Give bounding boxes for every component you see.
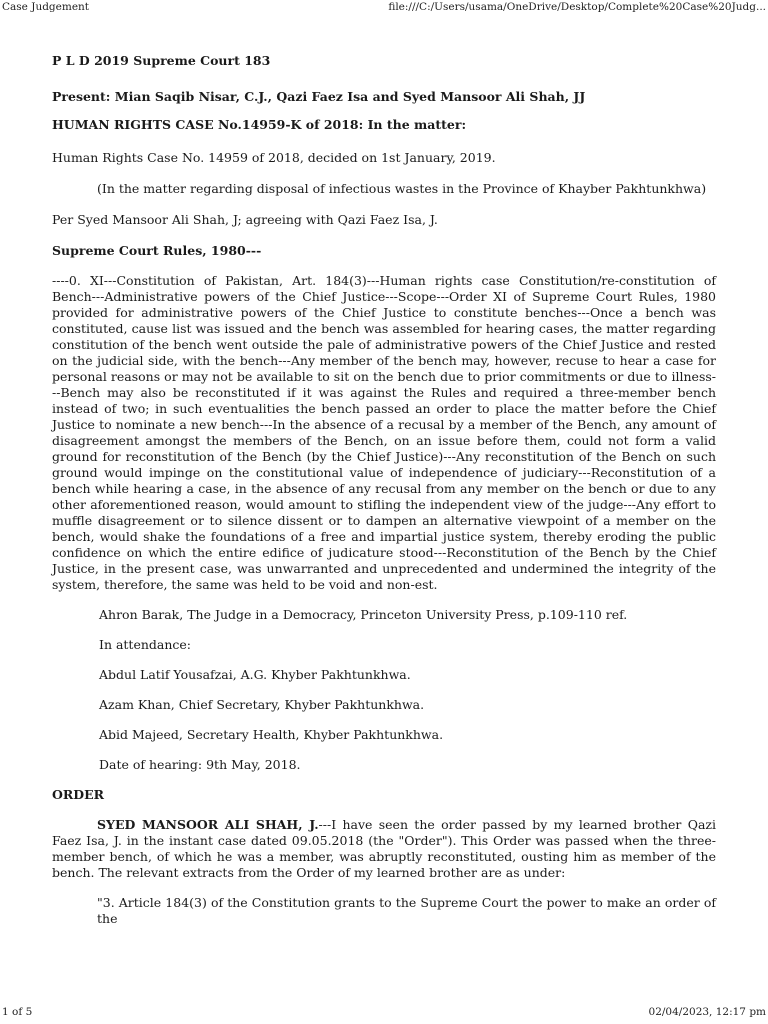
quoted-extract: "3. Article 184(3) of the Constitution grants to the Supreme Court the power to make an order of the (97, 895, 716, 926)
page-number: 1 of 5 (2, 1006, 33, 1018)
print-footer (0, 1006, 768, 1018)
attendee-item: Azam Khan, Chief Secretary, Khyber Pakhtunkhwa. (99, 697, 425, 712)
judgment-paragraph (52, 817, 716, 881)
print-header-url: file:///C:/Users/usama/OneDrive/Desktop/Complete%20Case%20Judg... (388, 1, 766, 13)
judgment-text: ---I have seen the order passed by my learned brother Qazi Faez Isa, J. in the instant case dated 09.05.2018 (the "Order"). This Order was passed when the three-member bench, of which he was a member, was abruptly reconstituted, ousting him as member of the bench. The relevant extracts from the Order of my learned brother are as under: (52, 817, 716, 880)
attendee-item: Abdul Latif Yousafzai, A.G. Khyber Pakhtunkhwa. (99, 667, 411, 682)
case-title: HUMAN RIGHTS CASE No.14959-K of 2018: In the matter: (52, 117, 467, 132)
rules-heading: Supreme Court Rules, 1980--- (52, 243, 262, 258)
decided-line: Human Rights Case No. 14959 of 2018, decided on 1st January, 2019. (52, 150, 496, 165)
reference-line: Ahron Barak, The Judge in a Democracy, Princeton University Press, p.109-110 ref. (99, 607, 628, 622)
bench-present: Present: Mian Saqib Nisar, C.J., Qazi Faez Isa and Syed Mansoor Ali Shah, JJ (52, 89, 586, 104)
print-header-title: Case Judgement (2, 1, 90, 13)
print-header (0, 1, 768, 13)
matter-line: (In the matter regarding disposal of infectious wastes in the Province of Khayber Pakhtunkhwa) (97, 181, 707, 196)
headnote-paragraph: ----0. XI---Constitution of Pakistan, Art. 184(3)---Human rights case Constitution/re-constitution of Bench---Administrative powers of the Chief Justice---Scope---Order XI of Supreme Court Rules, 1980 provided for administrative powers of the Chief Justice to constitute benches---Once a bench was constituted, cause list was issued and the bench was assembled for hearing cases, the matter regarding constitution of the bench went outside the pale of administrative powers of the Chief Justice and rested on the judicial side, with the bench---Any member of the bench may, however, recuse to hear a case for personal reasons or may not be available to sit on the bench due to prior commitments or due to illness---Bench may also be reconstituted if it was against the Rules and required a three-member bench instead of two; in such eventualities the bench passed an order to place the matter before the Chief Justice to nominate a new bench---In the absence of a recusal by a member of the Bench, any amount of disagreement amongst the members of the Bench, on an issue before them, could not form a valid ground for reconstitution of the Bench (by the Chief Justice)---Any reconstitution of the Bench on such ground would impinge on the constitutional value of independence of judiciary---Reconstitution of a bench while hearing a case, in the absence of any recusal from any member on the bench or due to any other aforementioned reason, would amount to stifling the independent view of the judge---Any effort to muffle disagreement or to silence dissent or to dampen an alternative viewpoint of a member on the bench, would shake the foundations of a free and impartial justice system, thereby eroding the public confidence on which the entire edifice of judicature stood---Reconstitution of the Bench by the Chief Justice, in the present case, was unwarranted and unprecedented and undermined the integrity of the system, therefore, the same was held to be void and non-est. (52, 273, 716, 592)
judge-name: SYED MANSOOR ALI SHAH, J. (97, 817, 319, 832)
document-body (52, 53, 716, 927)
hearing-date: Date of hearing: 9th May, 2018. (99, 757, 301, 772)
order-heading: ORDER (52, 787, 105, 802)
print-datetime: 02/04/2023, 12:17 pm (648, 1006, 766, 1018)
attendance-label: In attendance: (99, 637, 192, 652)
attendee-item: Abid Majeed, Secretary Health, Khyber Pakhtunkhwa. (99, 727, 444, 742)
case-citation: P L D 2019 Supreme Court 183 (52, 53, 271, 68)
per-line: Per Syed Mansoor Ali Shah, J; agreeing with Qazi Faez Isa, J. (52, 212, 438, 227)
